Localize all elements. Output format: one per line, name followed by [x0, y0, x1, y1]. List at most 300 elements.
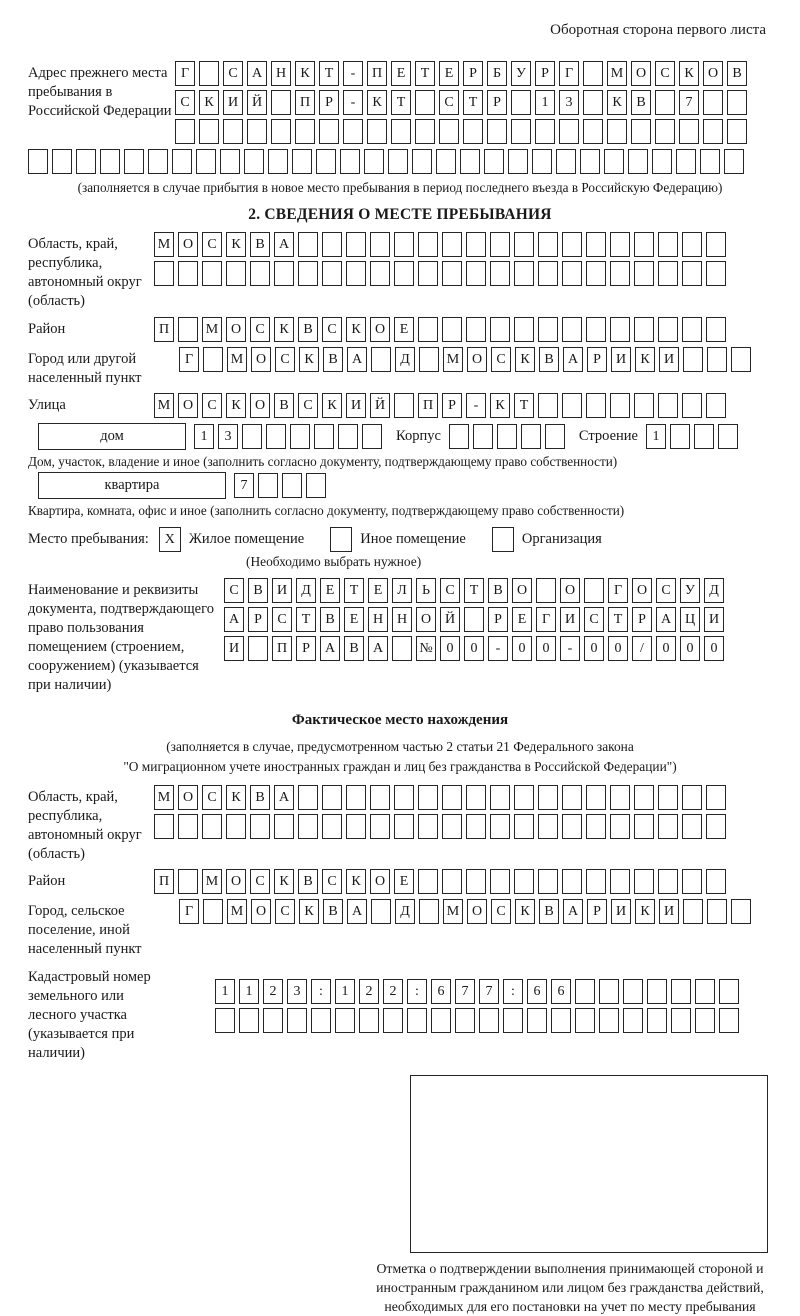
char-cell[interactable]	[346, 785, 366, 810]
char-cell[interactable]: Т	[319, 61, 339, 86]
char-cell[interactable]	[479, 1008, 499, 1033]
char-cell[interactable]	[298, 232, 318, 257]
char-cell[interactable]	[634, 261, 654, 286]
char-cell[interactable]	[575, 1008, 595, 1033]
char-cell[interactable]	[407, 1008, 427, 1033]
char-cell[interactable]	[706, 869, 726, 894]
char-cell[interactable]	[682, 785, 702, 810]
char-cell[interactable]: В	[250, 232, 270, 257]
char-cell[interactable]	[599, 1008, 619, 1033]
stay-other-premises-checkbox[interactable]	[330, 527, 352, 552]
char-cell[interactable]	[731, 899, 751, 924]
char-cell[interactable]	[282, 473, 302, 498]
char-cell[interactable]: Н	[392, 607, 412, 632]
char-cell[interactable]	[511, 119, 531, 144]
apartment-box[interactable]: квартира	[38, 472, 226, 499]
char-cell[interactable]: Т	[296, 607, 316, 632]
char-cell[interactable]: О	[370, 869, 390, 894]
char-cell[interactable]: Т	[344, 578, 364, 603]
char-cell[interactable]: 7	[479, 979, 499, 1004]
char-cell[interactable]: :	[503, 979, 523, 1004]
char-cell[interactable]	[178, 814, 198, 839]
char-cell[interactable]	[436, 149, 456, 174]
char-cell[interactable]	[394, 232, 414, 257]
char-cell[interactable]	[322, 232, 342, 257]
char-cell[interactable]: С	[250, 869, 270, 894]
char-cell[interactable]: К	[226, 393, 246, 418]
char-cell[interactable]	[682, 232, 702, 257]
char-cell[interactable]	[508, 149, 528, 174]
char-cell[interactable]	[203, 899, 223, 924]
char-cell[interactable]	[196, 149, 216, 174]
char-cell[interactable]	[466, 232, 486, 257]
char-cell[interactable]	[634, 814, 654, 839]
char-cell[interactable]	[604, 149, 624, 174]
char-cell[interactable]	[610, 814, 630, 839]
char-cell[interactable]: О	[370, 317, 390, 342]
char-cell[interactable]	[290, 424, 310, 449]
char-cell[interactable]: О	[178, 393, 198, 418]
char-cell[interactable]	[466, 814, 486, 839]
char-cell[interactable]: Д	[395, 347, 415, 372]
char-cell[interactable]	[418, 317, 438, 342]
char-cell[interactable]	[370, 261, 390, 286]
char-cell[interactable]	[250, 261, 270, 286]
char-cell[interactable]: Р	[535, 61, 555, 86]
char-cell[interactable]	[306, 473, 326, 498]
char-cell[interactable]: Й	[247, 90, 267, 115]
char-cell[interactable]	[703, 90, 723, 115]
char-cell[interactable]	[538, 814, 558, 839]
char-cell[interactable]	[634, 393, 654, 418]
char-cell[interactable]	[274, 261, 294, 286]
char-cell[interactable]: М	[202, 317, 222, 342]
char-cell[interactable]: -	[343, 61, 363, 86]
char-cell[interactable]: И	[659, 899, 679, 924]
char-cell[interactable]	[583, 90, 603, 115]
char-cell[interactable]: 1	[646, 424, 666, 449]
char-cell[interactable]: 1	[215, 979, 235, 1004]
char-cell[interactable]	[706, 814, 726, 839]
char-cell[interactable]	[439, 119, 459, 144]
char-cell[interactable]	[335, 1008, 355, 1033]
char-cell[interactable]	[586, 393, 606, 418]
char-cell[interactable]: 0	[584, 636, 604, 661]
char-cell[interactable]: В	[631, 90, 651, 115]
char-cell[interactable]: О	[416, 607, 436, 632]
char-cell[interactable]	[521, 424, 541, 449]
char-cell[interactable]: -	[560, 636, 580, 661]
char-cell[interactable]	[394, 261, 414, 286]
char-cell[interactable]	[226, 261, 246, 286]
char-cell[interactable]: Л	[392, 578, 412, 603]
char-cell[interactable]: С	[272, 607, 292, 632]
char-cell[interactable]: Г	[175, 61, 195, 86]
char-cell[interactable]: О	[632, 578, 652, 603]
char-cell[interactable]: М	[227, 347, 247, 372]
char-cell[interactable]	[466, 785, 486, 810]
char-cell[interactable]: И	[560, 607, 580, 632]
char-cell[interactable]: К	[515, 347, 535, 372]
char-cell[interactable]: Н	[271, 61, 291, 86]
char-cell[interactable]	[148, 149, 168, 174]
char-cell[interactable]	[392, 636, 412, 661]
char-cell[interactable]: В	[727, 61, 747, 86]
char-cell[interactable]: :	[311, 979, 331, 1004]
char-cell[interactable]	[538, 317, 558, 342]
char-cell[interactable]	[490, 785, 510, 810]
char-cell[interactable]	[658, 232, 678, 257]
char-cell[interactable]	[682, 393, 702, 418]
char-cell[interactable]: Р	[248, 607, 268, 632]
char-cell[interactable]	[442, 261, 462, 286]
char-cell[interactable]: У	[680, 578, 700, 603]
char-cell[interactable]	[52, 149, 72, 174]
char-cell[interactable]	[586, 317, 606, 342]
char-cell[interactable]: 2	[383, 979, 403, 1004]
char-cell[interactable]: К	[635, 899, 655, 924]
char-cell[interactable]: Р	[442, 393, 462, 418]
char-cell[interactable]: В	[323, 899, 343, 924]
char-cell[interactable]: И	[659, 347, 679, 372]
char-cell[interactable]: А	[656, 607, 676, 632]
char-cell[interactable]	[298, 785, 318, 810]
char-cell[interactable]	[419, 899, 439, 924]
char-cell[interactable]	[418, 869, 438, 894]
char-cell[interactable]: В	[248, 578, 268, 603]
char-cell[interactable]: -	[488, 636, 508, 661]
char-cell[interactable]	[248, 636, 268, 661]
char-cell[interactable]	[271, 119, 291, 144]
char-cell[interactable]	[532, 149, 552, 174]
char-cell[interactable]	[364, 149, 384, 174]
char-cell[interactable]	[724, 149, 744, 174]
char-cell[interactable]: И	[224, 636, 244, 661]
char-cell[interactable]	[154, 814, 174, 839]
char-cell[interactable]	[28, 149, 48, 174]
char-cell[interactable]	[703, 119, 723, 144]
char-cell[interactable]	[346, 814, 366, 839]
char-cell[interactable]	[610, 261, 630, 286]
char-cell[interactable]: О	[226, 869, 246, 894]
char-cell[interactable]: К	[346, 869, 366, 894]
char-cell[interactable]	[634, 785, 654, 810]
char-cell[interactable]: 3	[218, 424, 238, 449]
char-cell[interactable]: Р	[587, 899, 607, 924]
char-cell[interactable]: Р	[587, 347, 607, 372]
char-cell[interactable]	[383, 1008, 403, 1033]
char-cell[interactable]: Т	[608, 607, 628, 632]
char-cell[interactable]: Т	[391, 90, 411, 115]
char-cell[interactable]: О	[251, 899, 271, 924]
char-cell[interactable]	[694, 424, 714, 449]
char-cell[interactable]: К	[490, 393, 510, 418]
char-cell[interactable]: О	[631, 61, 651, 86]
char-cell[interactable]: П	[418, 393, 438, 418]
char-cell[interactable]	[719, 1008, 739, 1033]
char-cell[interactable]	[583, 61, 603, 86]
char-cell[interactable]: А	[247, 61, 267, 86]
char-cell[interactable]	[514, 869, 534, 894]
char-cell[interactable]	[178, 261, 198, 286]
char-cell[interactable]	[655, 119, 675, 144]
char-cell[interactable]: К	[274, 317, 294, 342]
char-cell[interactable]: С	[250, 317, 270, 342]
char-cell[interactable]	[484, 149, 504, 174]
char-cell[interactable]	[682, 317, 702, 342]
char-cell[interactable]	[695, 1008, 715, 1033]
char-cell[interactable]	[707, 899, 727, 924]
char-cell[interactable]: А	[563, 899, 583, 924]
char-cell[interactable]: О	[178, 785, 198, 810]
char-cell[interactable]	[100, 149, 120, 174]
char-cell[interactable]	[203, 347, 223, 372]
char-cell[interactable]: Н	[368, 607, 388, 632]
char-cell[interactable]: В	[323, 347, 343, 372]
char-cell[interactable]	[370, 232, 390, 257]
char-cell[interactable]: М	[443, 347, 463, 372]
char-cell[interactable]	[536, 578, 556, 603]
char-cell[interactable]	[610, 232, 630, 257]
char-cell[interactable]: К	[226, 232, 246, 257]
char-cell[interactable]	[415, 119, 435, 144]
char-cell[interactable]	[562, 232, 582, 257]
char-cell[interactable]	[292, 149, 312, 174]
char-cell[interactable]	[631, 119, 651, 144]
char-cell[interactable]: Ь	[416, 578, 436, 603]
char-cell[interactable]	[271, 90, 291, 115]
char-cell[interactable]	[647, 1008, 667, 1033]
char-cell[interactable]	[562, 785, 582, 810]
char-cell[interactable]: К	[226, 785, 246, 810]
char-cell[interactable]	[258, 473, 278, 498]
char-cell[interactable]	[442, 869, 462, 894]
char-cell[interactable]: С	[491, 899, 511, 924]
char-cell[interactable]: Д	[296, 578, 316, 603]
char-cell[interactable]	[683, 899, 703, 924]
char-cell[interactable]	[202, 261, 222, 286]
char-cell[interactable]: С	[275, 899, 295, 924]
char-cell[interactable]	[455, 1008, 475, 1033]
char-cell[interactable]	[658, 261, 678, 286]
char-cell[interactable]	[497, 424, 517, 449]
char-cell[interactable]	[658, 869, 678, 894]
char-cell[interactable]: М	[154, 785, 174, 810]
char-cell[interactable]	[706, 261, 726, 286]
char-cell[interactable]	[545, 424, 565, 449]
char-cell[interactable]: А	[347, 347, 367, 372]
char-cell[interactable]: О	[250, 393, 270, 418]
char-cell[interactable]	[727, 119, 747, 144]
char-cell[interactable]: С	[322, 317, 342, 342]
char-cell[interactable]	[322, 814, 342, 839]
char-cell[interactable]: С	[202, 393, 222, 418]
char-cell[interactable]	[76, 149, 96, 174]
char-cell[interactable]	[584, 578, 604, 603]
char-cell[interactable]: О	[512, 578, 532, 603]
char-cell[interactable]	[490, 261, 510, 286]
char-cell[interactable]	[340, 149, 360, 174]
char-cell[interactable]: Е	[394, 869, 414, 894]
char-cell[interactable]	[388, 149, 408, 174]
char-cell[interactable]	[338, 424, 358, 449]
char-cell[interactable]	[250, 814, 270, 839]
char-cell[interactable]	[449, 424, 469, 449]
char-cell[interactable]	[266, 424, 286, 449]
char-cell[interactable]: Т	[514, 393, 534, 418]
char-cell[interactable]	[610, 869, 630, 894]
char-cell[interactable]	[394, 785, 414, 810]
char-cell[interactable]: 0	[464, 636, 484, 661]
char-cell[interactable]: Р	[296, 636, 316, 661]
char-cell[interactable]	[514, 232, 534, 257]
char-cell[interactable]	[706, 785, 726, 810]
char-cell[interactable]: Е	[391, 61, 411, 86]
char-cell[interactable]: К	[299, 899, 319, 924]
char-cell[interactable]	[695, 979, 715, 1004]
char-cell[interactable]	[431, 1008, 451, 1033]
char-cell[interactable]: №	[416, 636, 436, 661]
char-cell[interactable]: С	[298, 393, 318, 418]
char-cell[interactable]: 2	[359, 979, 379, 1004]
char-cell[interactable]	[463, 119, 483, 144]
char-cell[interactable]: 6	[527, 979, 547, 1004]
char-cell[interactable]	[682, 814, 702, 839]
char-cell[interactable]: П	[272, 636, 292, 661]
char-cell[interactable]: 1	[335, 979, 355, 1004]
char-cell[interactable]	[634, 317, 654, 342]
char-cell[interactable]: И	[346, 393, 366, 418]
char-cell[interactable]	[514, 317, 534, 342]
char-cell[interactable]	[199, 119, 219, 144]
char-cell[interactable]: У	[511, 61, 531, 86]
char-cell[interactable]	[538, 785, 558, 810]
char-cell[interactable]: М	[443, 899, 463, 924]
char-cell[interactable]: Г	[179, 347, 199, 372]
char-cell[interactable]: С	[655, 61, 675, 86]
char-cell[interactable]	[172, 149, 192, 174]
char-cell[interactable]	[562, 317, 582, 342]
char-cell[interactable]: И	[223, 90, 243, 115]
char-cell[interactable]	[575, 979, 595, 1004]
char-cell[interactable]	[298, 261, 318, 286]
char-cell[interactable]	[658, 317, 678, 342]
char-cell[interactable]	[535, 119, 555, 144]
char-cell[interactable]	[719, 979, 739, 1004]
char-cell[interactable]: М	[227, 899, 247, 924]
char-cell[interactable]: 0	[704, 636, 724, 661]
char-cell[interactable]	[586, 814, 606, 839]
char-cell[interactable]	[658, 393, 678, 418]
char-cell[interactable]	[412, 149, 432, 174]
char-cell[interactable]: Р	[487, 90, 507, 115]
char-cell[interactable]	[559, 119, 579, 144]
char-cell[interactable]: 7	[234, 473, 254, 498]
char-cell[interactable]: Б	[487, 61, 507, 86]
char-cell[interactable]	[706, 317, 726, 342]
stay-organization-checkbox[interactable]	[492, 527, 514, 552]
char-cell[interactable]	[718, 424, 738, 449]
char-cell[interactable]	[226, 814, 246, 839]
char-cell[interactable]	[247, 119, 267, 144]
char-cell[interactable]	[223, 119, 243, 144]
char-cell[interactable]: :	[407, 979, 427, 1004]
char-cell[interactable]: С	[175, 90, 195, 115]
char-cell[interactable]: Е	[320, 578, 340, 603]
char-cell[interactable]: Е	[512, 607, 532, 632]
char-cell[interactable]	[707, 347, 727, 372]
char-cell[interactable]	[263, 1008, 283, 1033]
char-cell[interactable]: К	[299, 347, 319, 372]
char-cell[interactable]	[371, 899, 391, 924]
char-cell[interactable]	[199, 61, 219, 86]
char-cell[interactable]: Р	[319, 90, 339, 115]
char-cell[interactable]	[586, 232, 606, 257]
char-cell[interactable]	[538, 393, 558, 418]
char-cell[interactable]: В	[539, 899, 559, 924]
char-cell[interactable]: М	[154, 232, 174, 257]
char-cell[interactable]: В	[298, 869, 318, 894]
char-cell[interactable]: 0	[440, 636, 460, 661]
char-cell[interactable]	[418, 785, 438, 810]
char-cell[interactable]	[658, 814, 678, 839]
char-cell[interactable]	[679, 119, 699, 144]
char-cell[interactable]: В	[320, 607, 340, 632]
char-cell[interactable]: Й	[370, 393, 390, 418]
char-cell[interactable]	[670, 424, 690, 449]
char-cell[interactable]	[538, 232, 558, 257]
char-cell[interactable]	[466, 869, 486, 894]
char-cell[interactable]	[610, 785, 630, 810]
char-cell[interactable]	[316, 149, 336, 174]
char-cell[interactable]	[623, 1008, 643, 1033]
char-cell[interactable]: И	[611, 899, 631, 924]
char-cell[interactable]	[466, 317, 486, 342]
char-cell[interactable]: И	[611, 347, 631, 372]
char-cell[interactable]	[706, 393, 726, 418]
char-cell[interactable]: О	[467, 899, 487, 924]
char-cell[interactable]: Е	[394, 317, 414, 342]
char-cell[interactable]	[610, 393, 630, 418]
char-cell[interactable]: К	[199, 90, 219, 115]
char-cell[interactable]: Т	[463, 90, 483, 115]
char-cell[interactable]: 7	[679, 90, 699, 115]
char-cell[interactable]: В	[274, 393, 294, 418]
char-cell[interactable]: 0	[608, 636, 628, 661]
char-cell[interactable]	[314, 424, 334, 449]
char-cell[interactable]	[607, 119, 627, 144]
char-cell[interactable]: Г	[179, 899, 199, 924]
char-cell[interactable]	[628, 149, 648, 174]
char-cell[interactable]	[346, 261, 366, 286]
char-cell[interactable]: Е	[344, 607, 364, 632]
char-cell[interactable]	[514, 261, 534, 286]
char-cell[interactable]: Р	[463, 61, 483, 86]
char-cell[interactable]: Ц	[680, 607, 700, 632]
char-cell[interactable]	[490, 814, 510, 839]
char-cell[interactable]	[731, 347, 751, 372]
char-cell[interactable]	[599, 979, 619, 1004]
char-cell[interactable]	[415, 90, 435, 115]
char-cell[interactable]: О	[467, 347, 487, 372]
char-cell[interactable]	[154, 261, 174, 286]
char-cell[interactable]: О	[703, 61, 723, 86]
char-cell[interactable]: С	[224, 578, 244, 603]
char-cell[interactable]: К	[515, 899, 535, 924]
char-cell[interactable]	[319, 119, 339, 144]
char-cell[interactable]	[343, 119, 363, 144]
char-cell[interactable]: Е	[368, 578, 388, 603]
